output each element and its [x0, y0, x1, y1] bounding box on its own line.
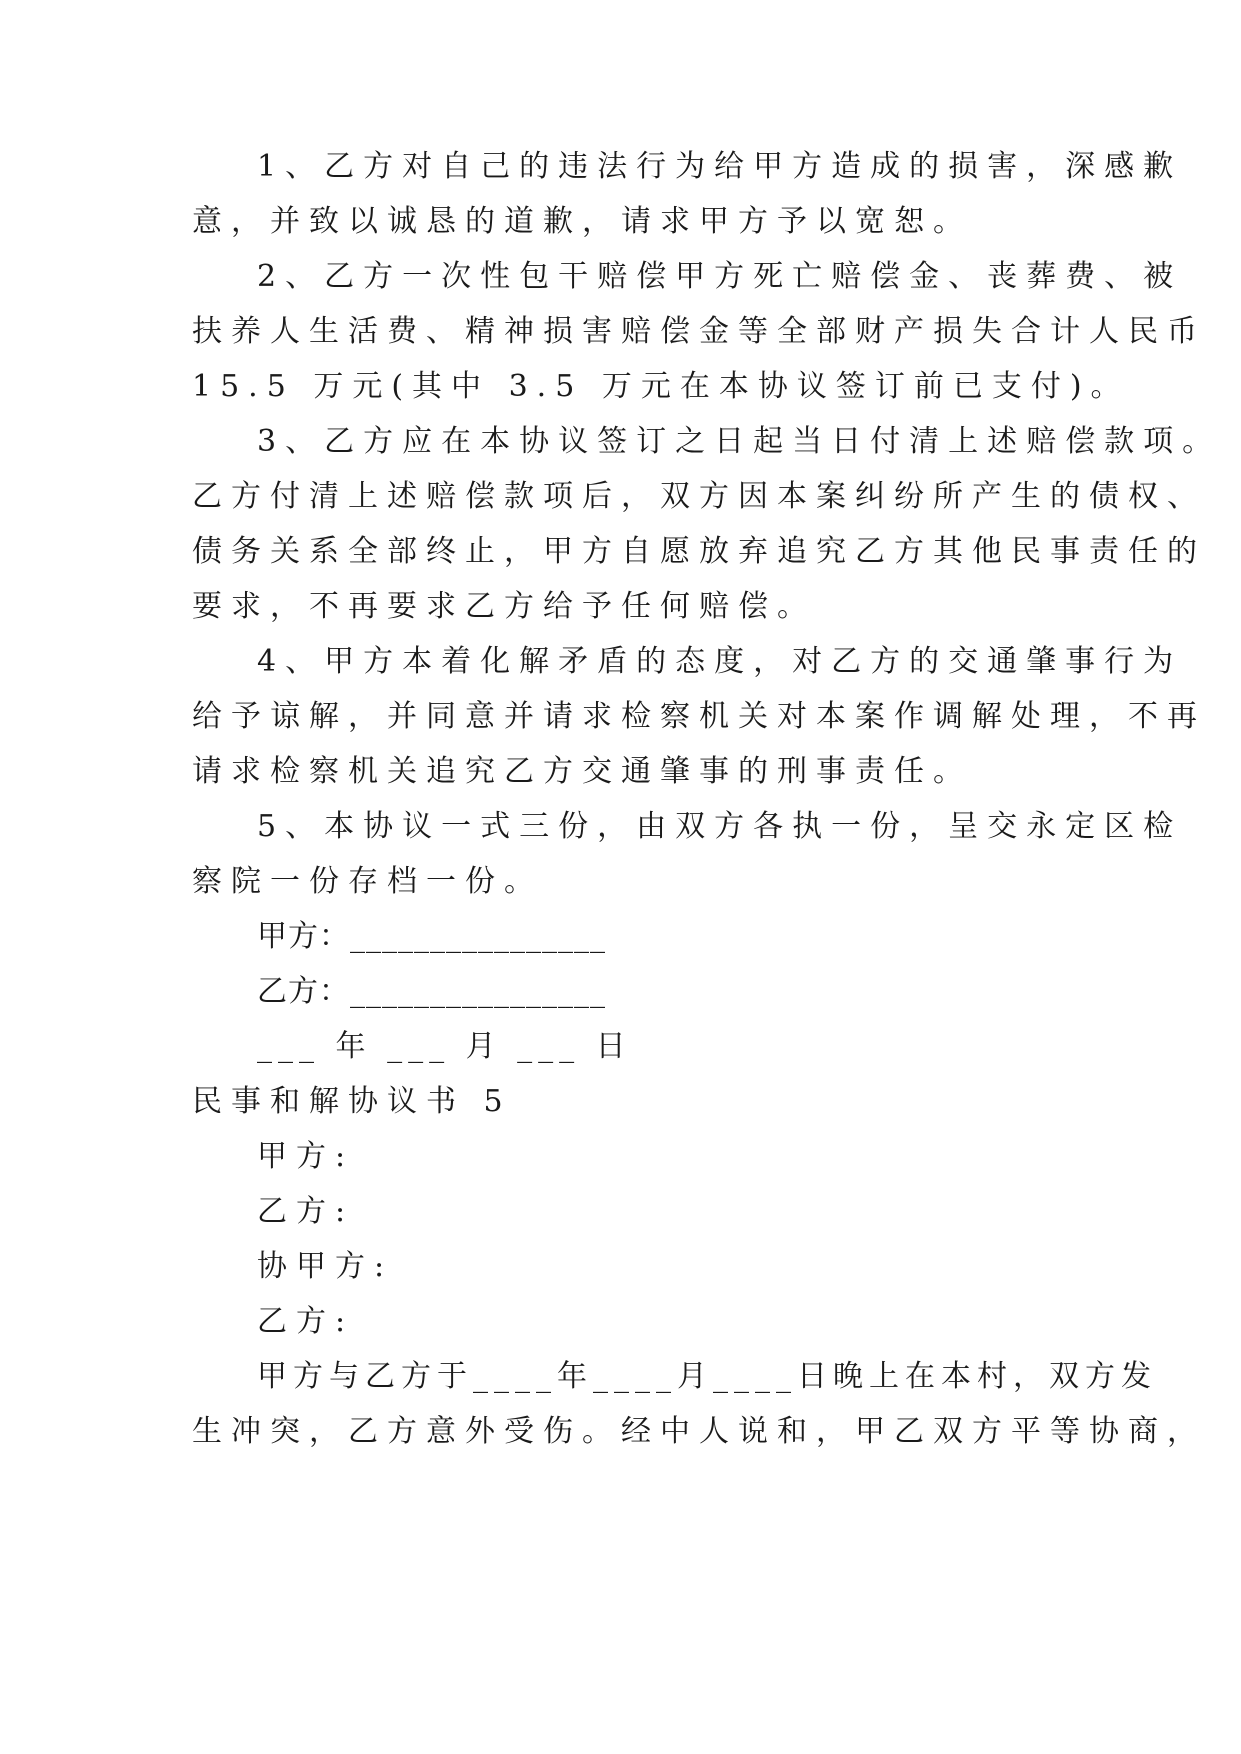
clause-1-line-2: 意，并致以诚恳的道歉，请求甲方予以宽恕。	[192, 204, 972, 239]
clause-4-line-3: 请求检察机关追究乙方交通肇事的刑事责任。	[192, 754, 972, 789]
clause-3-line-1: 3、乙方应在本协议签订之日起当日付清上述赔偿款项。	[257, 424, 1222, 459]
clause-5-line-2: 察院一份存档一份。	[192, 864, 543, 899]
section-title: 民事和解协议书 5	[192, 1084, 512, 1119]
clause-2-line-1: 2、乙方一次性包干赔偿甲方死亡赔偿金、丧葬费、被	[257, 259, 1183, 294]
clause-4-line-1: 4、甲方本着化解矛盾的态度，对乙方的交通肇事行为	[257, 644, 1183, 679]
incident-line-2: 生冲突，乙方意外受伤。经中人说和，甲乙双方平等协商，	[192, 1414, 1206, 1449]
party-b-signature-line: 乙方：________________	[257, 974, 606, 1009]
incident-line-1: 甲方与乙方于____年____月____日晚上在本村，双方发	[257, 1359, 1157, 1394]
party-b-label: 乙方:	[257, 1194, 355, 1229]
mediator-party-a-label: 协甲方:	[257, 1249, 394, 1284]
mediator-party-b-label: 乙方:	[257, 1304, 355, 1339]
clause-3-line-4: 要求，不再要求乙方给予任何赔偿。	[192, 589, 816, 624]
clause-2-line-3: 15.5 万元(其中 3.5 万元在本协议签订前已支付)。	[192, 369, 1130, 404]
clause-2-line-2: 扶养人生活费、精神损害赔偿金等全部财产损失合计人民币	[192, 314, 1206, 349]
clause-3-line-2: 乙方付清上述赔偿款项后，双方因本案纠纷所产生的债权、	[192, 479, 1206, 514]
clause-3-line-3: 债务关系全部终止，甲方自愿放弃追究乙方其他民事责任的	[192, 534, 1206, 569]
clause-1-line-1: 1、乙方对自己的违法行为给甲方造成的损害，深感歉	[257, 149, 1183, 184]
clause-4-line-2: 给予谅解，并同意并请求检察机关对本案作调解处理，不再	[192, 699, 1206, 734]
party-a-signature-line: 甲方：________________	[257, 919, 606, 954]
clause-5-line-1: 5、本协议一式三份，由双方各执一份，呈交永定区检	[257, 809, 1183, 844]
date-line: ___ 年 ___ 月 ___ 日	[257, 1029, 632, 1064]
party-a-label: 甲方:	[257, 1139, 355, 1174]
